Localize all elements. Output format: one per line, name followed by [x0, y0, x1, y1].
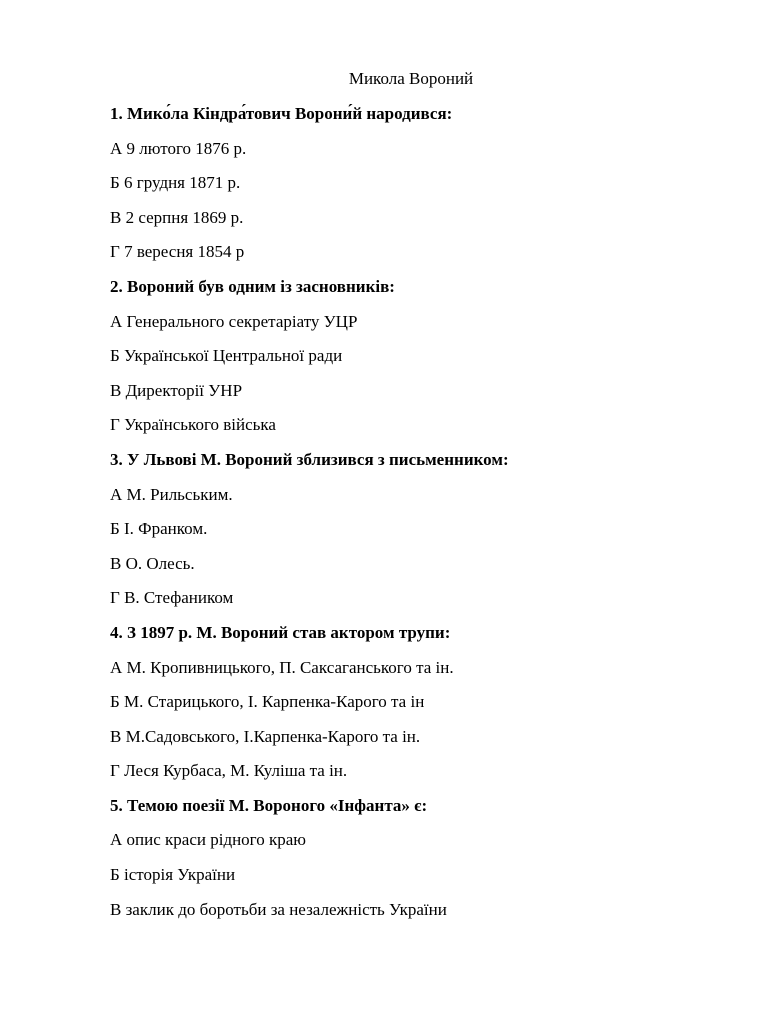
question-3: 3. У Львові М. Вороний зблизився з письменником: [110, 449, 509, 469]
question-4-option-d: Г Леся Курбаса, М. Куліша та ін. [110, 761, 348, 781]
question-2-option-c: В Директорії УНР [110, 380, 243, 400]
question-4-option-b: Б М. Старицького, І. Карпенка-Карого та ін [110, 692, 425, 712]
question-1-option-d: Г 7 вересня 1854 р [110, 242, 245, 262]
question-4-option-c: В М.Садовського, І.Карпенка-Карого та ін. [110, 726, 421, 746]
question-3-option-c: В О. Олесь. [110, 553, 195, 573]
question-3-option-b: Б І. Франком. [110, 519, 208, 539]
question-2: 2. Вороний був одним із засновників: [110, 276, 395, 296]
question-2-option-b: Б Української Центральної ради [110, 346, 343, 366]
question-1-option-a: А 9 лютого 1876 р. [110, 138, 247, 158]
question-5-option-b: Б історія України [110, 865, 236, 885]
question-5: 5. Темою поезії М. Вороного «Інфанта» є: [110, 795, 428, 815]
question-1-option-b: Б 6 грудня 1871 р. [110, 173, 241, 193]
question-2-option-a: А Генерального секретаріату УЦР [110, 311, 358, 331]
question-2-option-d: Г Українського війська [110, 415, 276, 435]
question-4: 4. З 1897 р. М. Вороний став актором трупи: [110, 622, 451, 642]
question-5-option-c: В заклик до боротьби за незалежність України [110, 899, 447, 919]
question-5-option-a: А опис краси рідного краю [110, 830, 306, 850]
question-4-option-a: А М. Кропивницького, П. Саксаганського та ін. [110, 657, 454, 677]
question-1: 1. Мико́ла Кіндра́тович Ворони́й народився: [110, 104, 453, 123]
quiz-content [110, 103, 710, 933]
question-1-option-c: В 2 серпня 1869 р. [110, 207, 244, 227]
question-3-option-d: Г В. Стефаником [110, 588, 234, 608]
question-3-option-a: А М. Рильським. [110, 484, 233, 504]
document-title: Микола Вороний [348, 69, 474, 88]
